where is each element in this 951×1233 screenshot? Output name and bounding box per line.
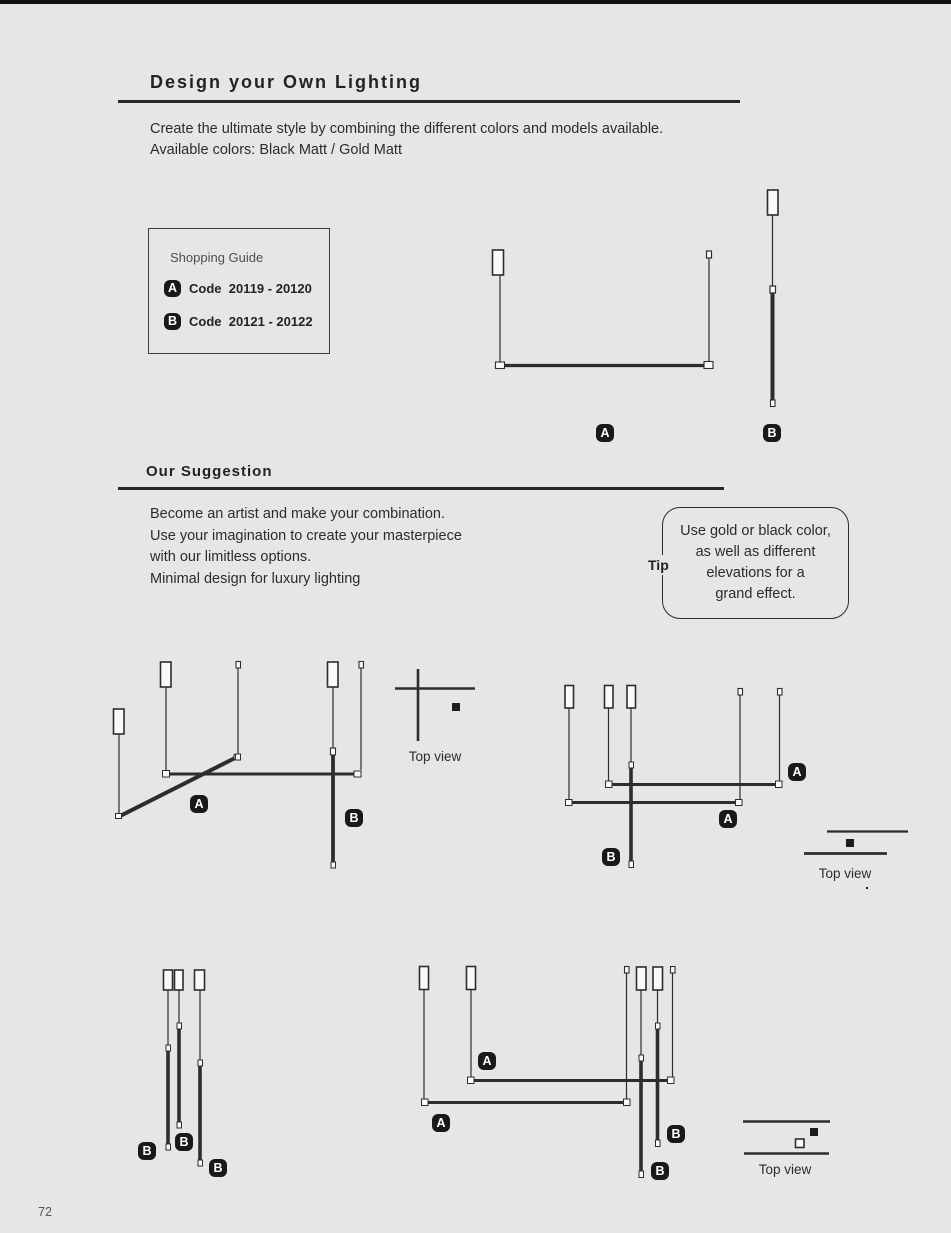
- page-top-edge-bar: [0, 0, 951, 4]
- model-b-badge: B: [763, 424, 781, 442]
- model-b-code: Code 20121 - 20122: [189, 314, 313, 329]
- tip-line-3: elevations for a: [706, 565, 805, 581]
- suggestion-text: [150, 504, 462, 590]
- intro-line-1: Create the ultimate style by combining the different colors and models available.: [150, 121, 664, 137]
- suggestion-line-1: Become an artist and make your combination.: [150, 506, 445, 522]
- tip-line-4: grand effect.: [715, 586, 796, 602]
- model-b-badge: B: [175, 1133, 193, 1151]
- model-a-badge: A: [432, 1114, 450, 1132]
- tip-line-2: as well as different: [695, 544, 816, 560]
- suggestion-line-4: Minimal design for luxury lighting: [150, 570, 361, 587]
- combo-right-drawing: [565, 686, 782, 868]
- intro-text: [150, 119, 663, 161]
- combo-left-drawing: [114, 662, 364, 869]
- shopping-guide-item-b: [164, 313, 313, 330]
- model-a-badge: A: [788, 763, 806, 781]
- model-b-badge: B: [138, 1142, 156, 1160]
- suggestion-rule: [118, 487, 724, 490]
- top-view-label: Top view: [408, 749, 462, 764]
- model-b-badge: B: [209, 1159, 227, 1177]
- page-title: Design your Own Lighting: [150, 72, 422, 92]
- title-rule: [118, 100, 740, 103]
- model-b-badge: B: [602, 848, 620, 866]
- top-view-1-drawing: [395, 669, 475, 741]
- model-b-badge: B: [164, 313, 181, 330]
- model-b-badge: B: [667, 1125, 685, 1143]
- model-a-badge: A: [596, 424, 614, 442]
- model-b-badge: B: [345, 809, 363, 827]
- suggestion-line-2: Use your imagination to create your masterpiece: [150, 527, 462, 544]
- model-b-badge: B: [651, 1162, 669, 1180]
- model-a-badge: A: [719, 810, 737, 828]
- top-view-label: Top view: [758, 1162, 812, 1177]
- tip-bubble: [662, 507, 849, 619]
- model-a-badge: A: [478, 1052, 496, 1070]
- top-view-label: Top view: [818, 866, 872, 881]
- model-a-badge: A: [190, 795, 208, 813]
- shopping-guide-item-a: [164, 280, 312, 297]
- page-number: 72: [38, 1205, 52, 1219]
- model-a-code: Code 20119 - 20120: [189, 281, 312, 296]
- tip-label: Tip: [644, 555, 673, 575]
- lamp-a-drawing: [493, 250, 714, 369]
- intro-line-2: Available colors: Black Matt / Gold Matt: [150, 142, 402, 158]
- tip-line-1: Use gold or black color,: [680, 523, 831, 539]
- suggestion-line-3: with our limitless options.: [150, 549, 312, 565]
- lamp-b-drawing: [768, 190, 779, 407]
- top-view-3-drawing: [743, 1122, 830, 1154]
- model-a-badge: A: [164, 280, 181, 297]
- shopping-guide-title: Shopping Guide: [170, 250, 264, 265]
- shopping-guide-box: [148, 228, 330, 354]
- suggestion-title: Our Suggestion: [146, 463, 273, 480]
- combo-bottom-middle-drawing: [420, 967, 676, 1178]
